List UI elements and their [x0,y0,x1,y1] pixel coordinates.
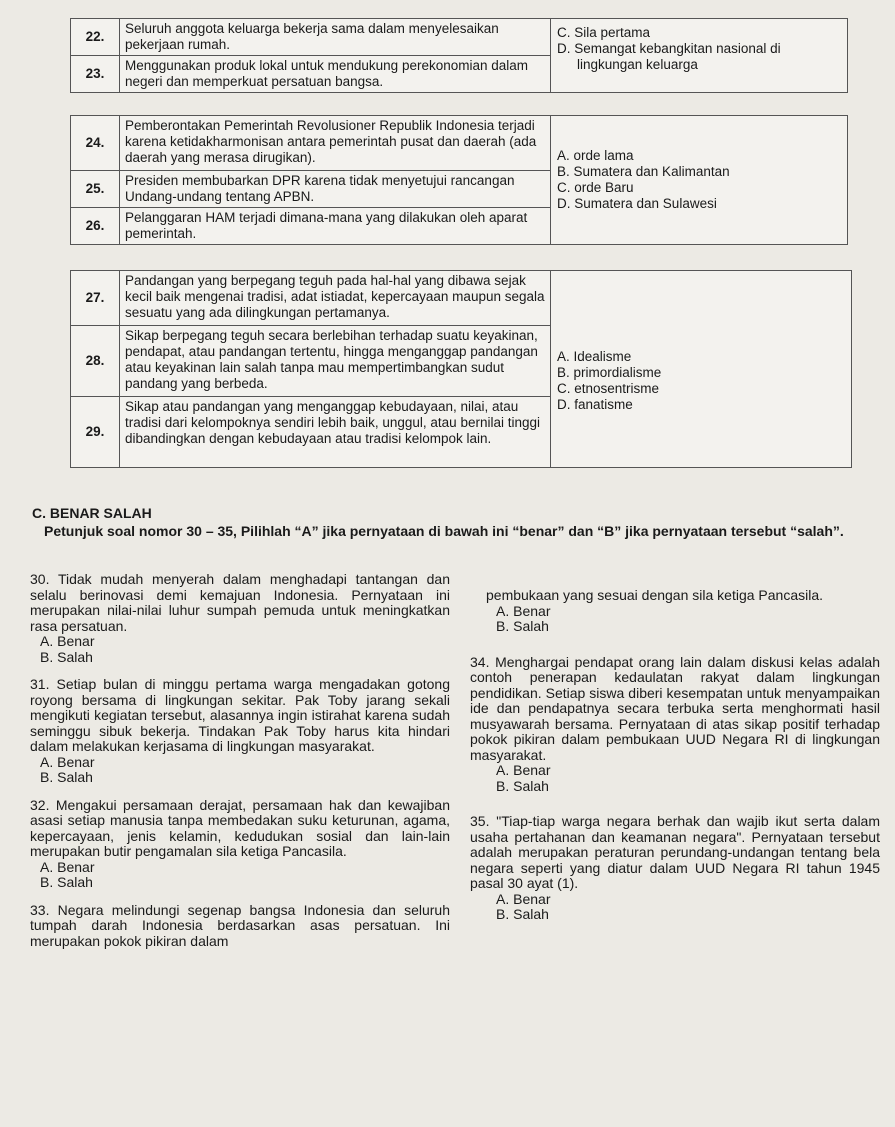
question-35 [470,814,880,923]
questions-right-column [470,588,880,935]
option-d: D. Sumatera dan Sulawesi [557,196,717,211]
section-title: C. BENAR SALAH [32,505,152,521]
row-number: 22. [71,19,120,56]
choice-b[interactable]: B. Salah [496,777,549,794]
choice-b[interactable]: B. Salah [40,769,93,785]
row-number: 23. [71,56,120,93]
row-number: 24. [71,116,120,171]
row-number: 25. [71,171,120,208]
question-34 [470,655,880,795]
choice-b[interactable]: B. Salah [496,618,549,634]
row-number: 28. [71,326,120,397]
question-number: 35. [470,813,490,829]
option-a: A. Idealisme [557,349,632,364]
question-text: Setiap bulan di minggu pertama warga mengadakan gotong royong bersama di lingkungan sekitar. Pak Toby jarang sekali mengikuti kegiatan tersebut, alasannya ingin istirahat karena sudah seminggu sibuk bekerja. Tindakan Pak Toby harus kita hindari dalam melakukan kerjasama di lingkungan masyarakat. [30,676,450,754]
question-33-continued [470,588,880,635]
question-number: 33. [30,901,50,918]
option-c: C. etnosentrisme [557,381,660,396]
statement-text: Presiden membubarkan DPR karena tidak menyetujui rancangan Undang-undang tentang APBN. [120,171,551,208]
option-a: A. orde lama [557,148,634,163]
question-text: pembukaan yang sesuai dengan sila ketiga Pancasila. [486,587,824,603]
choice-a[interactable]: A. Benar [496,762,551,778]
statement-text: Seluruh anggota keluarga bekerja sama dalam menyelesaikan pekerjaan rumah. [120,19,551,56]
question-text: Menghargai pendapat orang lain dalam diskusi kelas adalah contoh penerapan kedaulatan rakyat dalam lingkungan pendidikan. Setiap siswa diberi kesempatan untuk menyampaikan ide dan pendapatnya secara terbuka serta menghormati hasil musyawarah bersama. Pernyataan di atas sikap positif terhadap pokok pikiran dalam pembukaan UUD Negara RI di lingkungan masyarakat. [470,653,880,763]
question-text: Negara melindungi segenap bangsa Indonesia dan seluruh tumpah darah Indonesia berdasarkan asas persatuan. Ini merupakan pokok pikiran dalam [30,901,451,949]
row-number: 26. [71,208,120,245]
option-d: D. Semangat kebangkitan nasional di [557,41,781,56]
choice-a[interactable]: A. Benar [40,858,95,875]
option-d-cont: lingkungan keluarga [577,57,698,72]
choice-a[interactable]: A. Benar [40,633,95,649]
table-row [71,19,848,56]
choice-b[interactable]: B. Salah [40,874,93,890]
options-cell [551,271,852,468]
question-text: Mengakui persamaan derajat, persamaan hak dan kewajiban asasi setiap manusia tanpa membedakan suku keturunan, agama, kepercayaan, jenis kelamin, kedudukan sosial dan lain-lain merupakan butir pengamalan sila ketiga Pancasila. [30,796,451,859]
option-c: C. orde Baru [557,180,634,195]
option-b: B. primordialisme [557,365,662,380]
question-text: Tidak mudah menyerah dalam menghadapi tantangan dan selalu berinovasi demi kemajuan Indonesia. Pernyataan ini merupakan nilai-nilai luhur sumpah pemuda untuk meningkatkan rasa persatuan. [30,571,451,634]
statement-text: Menggunakan produk lokal untuk mendukung perekonomian dalam negeri dan memperkuat persatuan bangsa. [120,56,551,93]
statement-text: Sikap berpegang teguh secara berlebihan terhadap suatu keyakinan, pendapat, atau pandangan tertentu, hingga menganggap pandangan atau keyakinan lain salah tanpa mau mempertimbangkan sudut pandang yang berbeda. [120,326,551,397]
question-33 [30,903,450,950]
row-number: 29. [71,397,120,468]
question-number: 34. [470,653,490,670]
matching-table-2 [70,115,848,245]
choice-b[interactable]: B. Salah [40,648,93,665]
option-b: B. Sumatera dan Kalimantan [557,164,730,179]
choice-a[interactable]: A. Benar [496,602,551,619]
question-32 [30,798,450,891]
question-number: 30. [30,571,50,587]
statement-text: Pelanggaran HAM terjadi dimana-mana yang dilakukan oleh aparat pemerintah. [120,208,551,245]
option-c: C. Sila pertama [557,25,651,40]
question-text: "Tiap-tiap warga negara berhak dan wajib ikut serta dalam usaha pertahanan dan keamanan negara". Pernyataan tersebut adalah merupakan peraturan perundang-undangan tentang bela negara seperti yang diatur dalam UUD Negara RI tahun 1945 pasal 30 ayat (1). [470,813,881,891]
statement-text: Sikap atau pandangan yang menganggap kebudayaan, nilai, atau tradisi dari kelompoknya sendiri lebih baik, unggul, atau bernilai tinggi dibandingkan dengan kebudayaan atau tradisi kelompok lain. [120,397,551,468]
table-row [71,271,852,326]
choice-a[interactable]: A. Benar [40,753,95,770]
table-row [71,116,848,171]
matching-table-1 [70,18,848,93]
row-number: 27. [71,271,120,326]
question-30 [30,572,450,665]
question-31 [30,677,450,786]
question-number: 31. [30,676,50,692]
options-cell [551,19,848,93]
matching-table-3 [70,270,852,468]
statement-text: Pemberontakan Pemerintah Revolusioner Republik Indonesia terjadi karena ketidakharmonisan antara pemerintah pusat dan daerah (ada daerah yang merasa dirugikan). [120,116,551,171]
question-number: 32. [30,796,50,813]
statement-text: Pandangan yang berpegang teguh pada hal-hal yang dibawa sejak kecil baik mengenai tradisi, adat istiadat, kepercayaan maupun segala sesuatu yang ada dilingkungan pertamanya. [120,271,551,326]
section-instruction: Petunjuk soal nomor 30 – 35, Pilihlah “A” jika pernyataan di bawah ini “benar” dan “B” jika pernyataan tersebut “salah”. [44,523,844,539]
questions-left-column [30,572,450,961]
options-cell [551,116,848,245]
option-d: D. fanatisme [557,397,633,412]
choice-a[interactable]: A. Benar [496,890,551,907]
choice-b[interactable]: B. Salah [496,906,549,922]
